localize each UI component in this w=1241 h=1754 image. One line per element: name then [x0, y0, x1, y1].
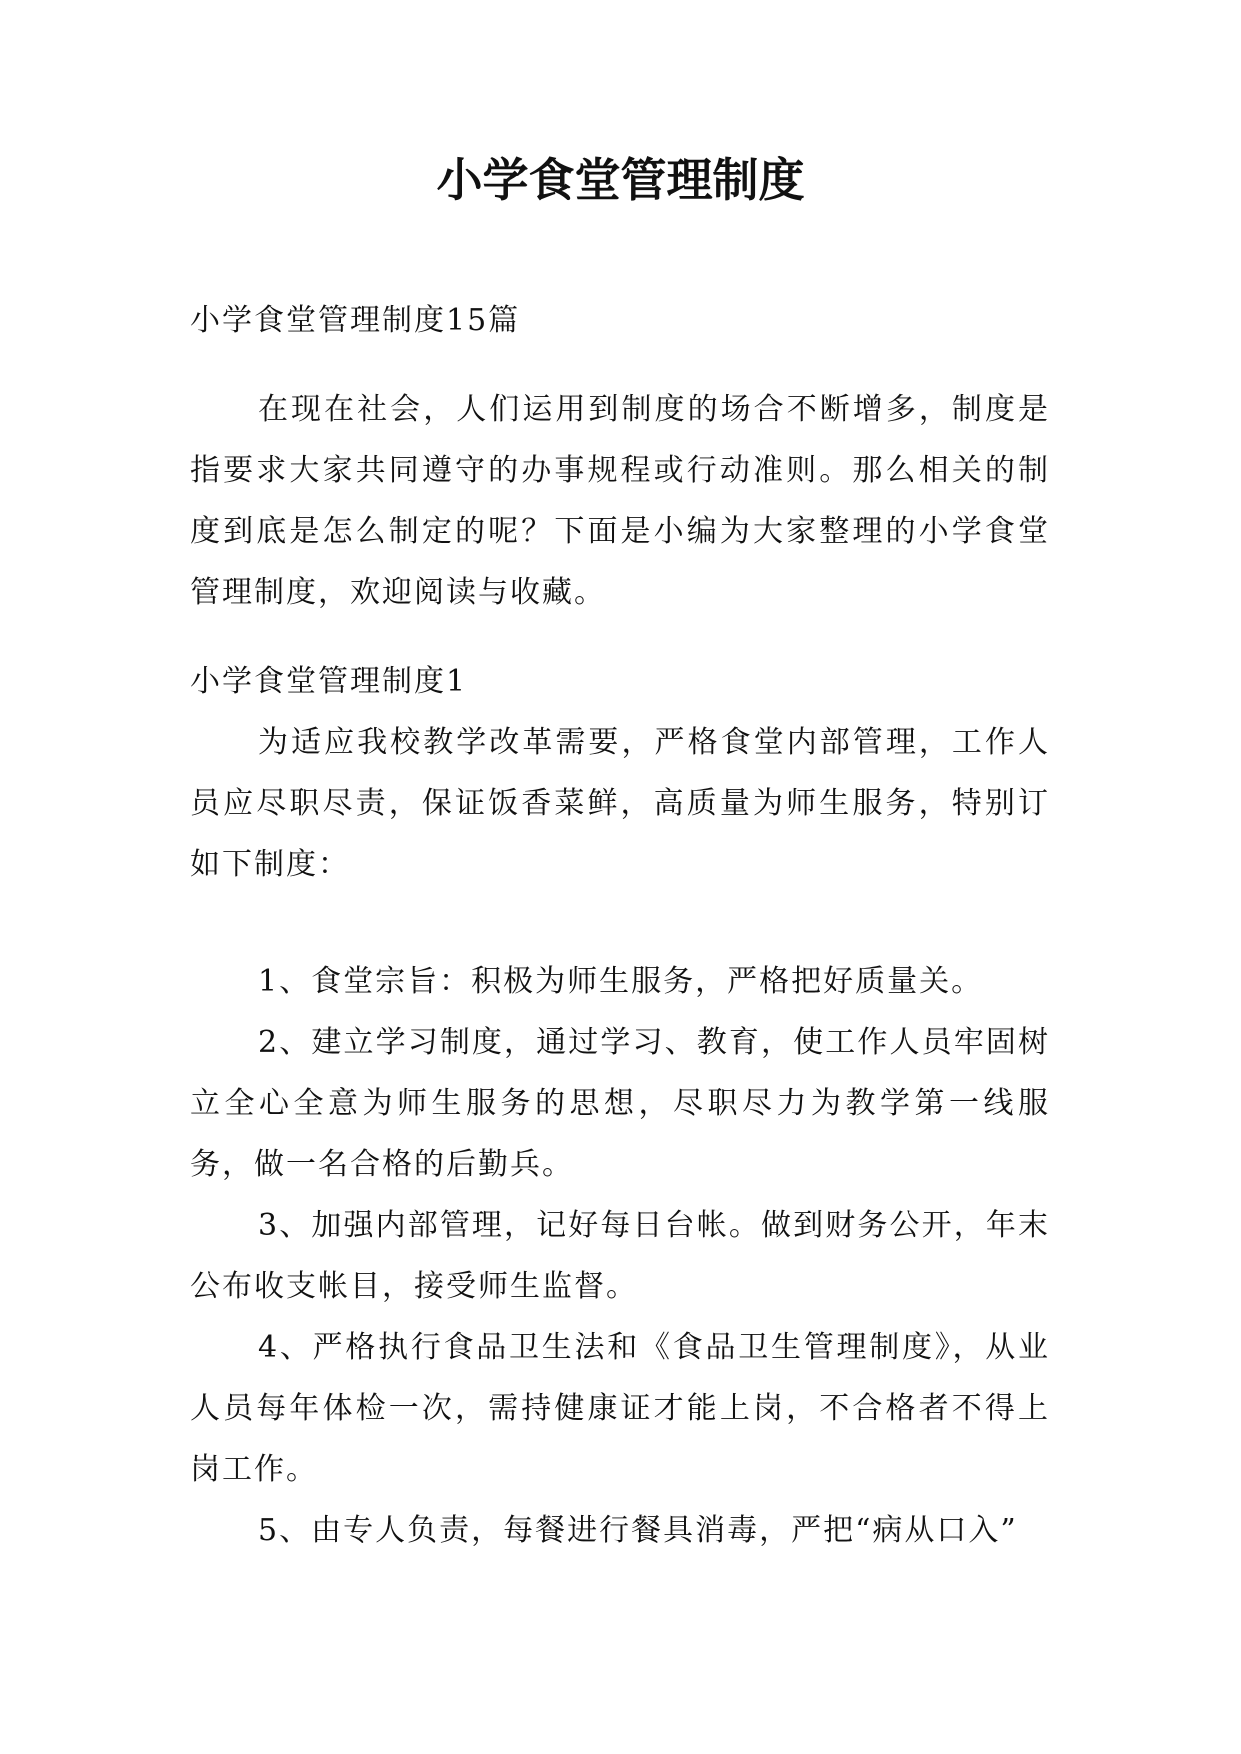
list-item: 3、加强内部管理，记好每日台帐。做到财务公开，年末公布收支帐目，接受师生监督。 — [190, 1208, 1050, 1304]
document-title: 小学食堂管理制度 — [436, 153, 805, 207]
intro-paragraph: 在现在社会，人们运用到制度的场合不断增多，制度是指要求大家共同遵守的办事规程或行动准则。那么相关的制度到底是怎么制定的呢？下面是小编为大家整理的小学食堂管理制度，欢迎阅读与收藏。 — [190, 392, 1050, 610]
list-item: 5、由专人负责，每餐进行餐具消毒，严把“病从口入” — [258, 1513, 1018, 1548]
section-intro-paragraph: 为适应我校教学改革需要，严格食堂内部管理，工作人员应尽职尽责，保证饭香菜鲜，高质量为师生服务，特别订如下制度： — [190, 725, 1050, 882]
list-item: 1、食堂宗旨：积极为师生服务，严格把好质量关。 — [258, 964, 984, 999]
section-heading: 小学食堂管理制度1 — [190, 664, 468, 699]
document-subtitle: 小学食堂管理制度15篇 — [190, 303, 521, 338]
list-item: 2、建立学习制度，通过学习、教育，使工作人员牢固树立全心全意为师生服务的思想，尽职尽力为教学第一线服务，做一名合格的后勤兵。 — [190, 1025, 1050, 1182]
document-body — [190, 290, 1050, 1561]
list-item: 4、严格执行食品卫生法和《食品卫生管理制度》，从业人员每年体检一次，需持健康证才能上岗，不合格者不得上岗工作。 — [190, 1330, 1050, 1487]
